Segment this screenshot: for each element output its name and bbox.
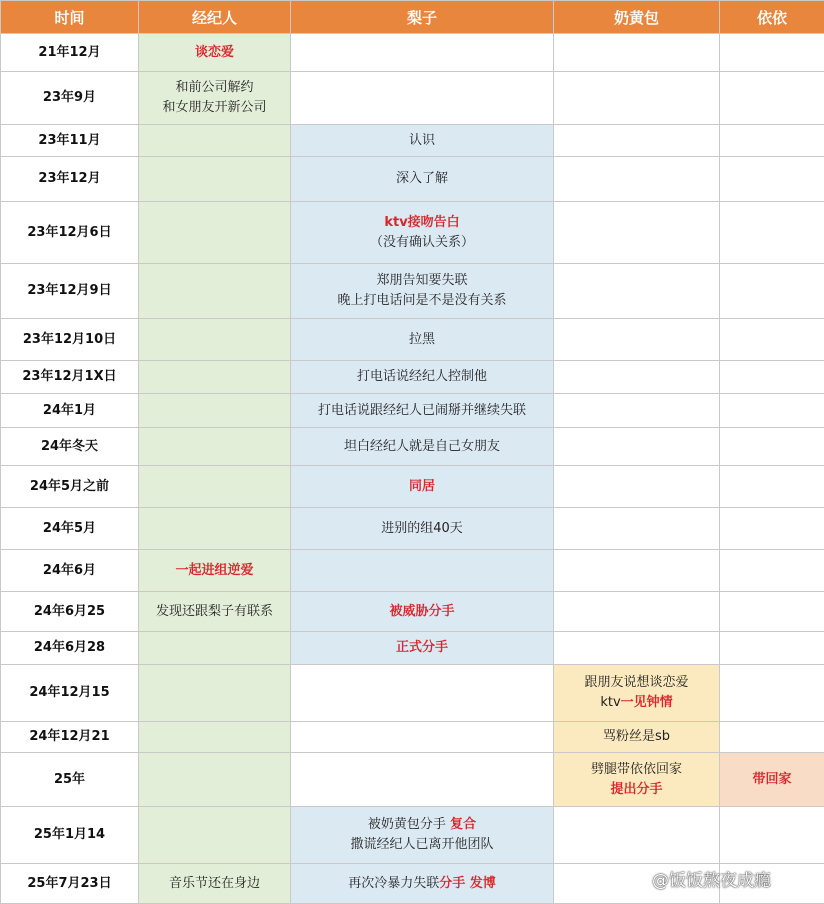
time-cell: 23年9月: [1, 72, 139, 125]
time-cell: 24年12月15: [1, 665, 139, 722]
cell-text: 音乐节还在身边: [169, 876, 260, 891]
table-row: [1, 508, 824, 550]
table-row: [1, 753, 824, 807]
cell-text: 劈腿带依依回家: [591, 762, 682, 777]
agent-cell: [139, 157, 291, 202]
lizi-cell: [291, 722, 554, 753]
watermark: @饭饭熬夜成瘾: [652, 866, 771, 891]
header-lizi: 梨子: [291, 1, 554, 34]
yiyi-cell: [720, 665, 824, 722]
cell-text: 和前公司解约: [175, 80, 253, 95]
yiyi-cell: [720, 361, 824, 394]
yiyi-cell: [720, 34, 824, 72]
yiyi-cell: [720, 550, 824, 592]
cell-text: 正式分手: [396, 640, 448, 655]
naihuangbao-cell: [554, 592, 720, 632]
cell-text: 一起进组逆爱: [175, 563, 253, 578]
table-row: [1, 632, 824, 665]
yiyi-cell: [720, 466, 824, 508]
lizi-cell: [291, 72, 554, 125]
lizi-cell: [291, 592, 554, 632]
naihuangbao-cell: [554, 264, 720, 319]
table-row: [1, 319, 824, 361]
agent-cell: [139, 202, 291, 264]
yiyi-cell: [720, 428, 824, 466]
time-cell: 23年11月: [1, 125, 139, 157]
lizi-cell: [291, 394, 554, 428]
yiyi-cell: [720, 394, 824, 428]
yiyi-cell: [720, 632, 824, 665]
cell-text: ktv: [600, 695, 620, 710]
header-row: [1, 1, 824, 34]
lizi-cell: [291, 508, 554, 550]
table-row: [1, 665, 824, 722]
cell-text: 再次冷暴力失联: [348, 876, 439, 891]
table-row: [1, 157, 824, 202]
cell-text: 发现还跟梨子有联系: [156, 604, 273, 619]
cell-text: 被威胁分手: [389, 604, 454, 619]
cell-text: 晚上打电话问是不是没有关系: [337, 293, 506, 308]
cell-text: 打电话说经纪人控制他: [357, 369, 487, 384]
cell-text: 带回家: [752, 772, 791, 787]
agent-cell: [139, 125, 291, 157]
agent-cell: [139, 466, 291, 508]
table-row: [1, 466, 824, 508]
yiyi-cell: [720, 202, 824, 264]
time-cell: 23年12月6日: [1, 202, 139, 264]
time-cell: 24年6月28: [1, 632, 139, 665]
time-cell: 25年1月14: [1, 807, 139, 864]
time-cell: 24年12月21: [1, 722, 139, 753]
lizi-cell: [291, 466, 554, 508]
cell-text: 打电话说跟经纪人已闹掰并继续失联: [318, 403, 526, 418]
cell-text: 深入了解: [396, 171, 448, 186]
cell-text: 坦白经纪人就是自己女朋友: [344, 439, 500, 454]
lizi-cell: [291, 319, 554, 361]
time-cell: 23年12月9日: [1, 264, 139, 319]
cell-text: 谈恋爱: [195, 45, 234, 60]
naihuangbao-cell: [554, 202, 720, 264]
cell-text: 认识: [409, 133, 435, 148]
time-cell: 21年12月: [1, 34, 139, 72]
table-row: [1, 34, 824, 72]
agent-cell: [139, 264, 291, 319]
yiyi-cell: [720, 264, 824, 319]
yiyi-cell: [720, 592, 824, 632]
naihuangbao-cell: [554, 319, 720, 361]
naihuangbao-cell: [554, 508, 720, 550]
agent-cell: [139, 550, 291, 592]
naihuangbao-cell: [554, 753, 720, 807]
naihuangbao-cell: [554, 466, 720, 508]
yiyi-cell: [720, 753, 824, 807]
naihuangbao-cell: [554, 428, 720, 466]
agent-cell: [139, 428, 291, 466]
lizi-cell: [291, 632, 554, 665]
cell-text: 拉黑: [409, 332, 435, 347]
yiyi-cell: [720, 807, 824, 864]
time-cell: 25年: [1, 753, 139, 807]
agent-cell: [139, 319, 291, 361]
table-row: [1, 428, 824, 466]
agent-cell: [139, 665, 291, 722]
time-cell: 24年冬天: [1, 428, 139, 466]
naihuangbao-cell: [554, 807, 720, 864]
naihuangbao-cell: [554, 361, 720, 394]
cell-text: 撒谎经纪人已离开他团队: [350, 837, 493, 852]
yiyi-cell: [720, 72, 824, 125]
naihuangbao-cell: [554, 157, 720, 202]
naihuangbao-cell: [554, 394, 720, 428]
cell-text: 一见钟情: [621, 695, 673, 710]
table-row: [1, 202, 824, 264]
lizi-cell: [291, 125, 554, 157]
header-naihuangbao: 奶黄包: [554, 1, 720, 34]
cell-text: 同居: [409, 479, 435, 494]
table-row: [1, 361, 824, 394]
cell-text: 骂粉丝是sb: [603, 729, 670, 744]
header-agent: 经纪人: [139, 1, 291, 34]
table-row: [1, 394, 824, 428]
agent-cell: [139, 394, 291, 428]
cell-text: 和女朋友开新公司: [162, 100, 266, 115]
naihuangbao-cell: [554, 722, 720, 753]
naihuangbao-cell: [554, 72, 720, 125]
lizi-cell: [291, 361, 554, 394]
table-row: [1, 722, 824, 753]
cell-text: 分手 发博: [439, 876, 496, 891]
time-cell: 23年12月10日: [1, 319, 139, 361]
yiyi-cell: [720, 722, 824, 753]
naihuangbao-cell: [554, 34, 720, 72]
lizi-cell: [291, 34, 554, 72]
header-time: 时间: [1, 1, 139, 34]
cell-text: 进别的组40天: [381, 521, 463, 536]
table-row: [1, 264, 824, 319]
yiyi-cell: [720, 125, 824, 157]
time-cell: 24年5月之前: [1, 466, 139, 508]
header-yiyi: 依依: [720, 1, 824, 34]
agent-cell: [139, 361, 291, 394]
time-cell: 24年5月: [1, 508, 139, 550]
yiyi-cell: [720, 508, 824, 550]
table-row: [1, 592, 824, 632]
lizi-cell: [291, 665, 554, 722]
agent-cell: [139, 632, 291, 665]
time-cell: 24年1月: [1, 394, 139, 428]
agent-cell: [139, 72, 291, 125]
table-row: [1, 72, 824, 125]
time-cell: 24年6月: [1, 550, 139, 592]
lizi-cell: [291, 264, 554, 319]
agent-cell: [139, 592, 291, 632]
time-cell: 23年12月1X日: [1, 361, 139, 394]
naihuangbao-cell: [554, 125, 720, 157]
time-cell: 24年6月25: [1, 592, 139, 632]
lizi-cell: [291, 753, 554, 807]
naihuangbao-cell: [554, 632, 720, 665]
cell-text: ktv接吻告白: [384, 215, 459, 230]
agent-cell: [139, 753, 291, 807]
cell-text: 复合: [450, 817, 476, 832]
lizi-cell: [291, 157, 554, 202]
cell-text: 跟朋友说想谈恋爱: [584, 675, 688, 690]
yiyi-cell: [720, 319, 824, 361]
lizi-cell: [291, 807, 554, 864]
table-row: [1, 125, 824, 157]
agent-cell: [139, 722, 291, 753]
naihuangbao-cell: [554, 665, 720, 722]
lizi-cell: [291, 550, 554, 592]
time-cell: 25年7月23日: [1, 864, 139, 904]
agent-cell: [139, 34, 291, 72]
yiyi-cell: [720, 157, 824, 202]
naihuangbao-cell: [554, 550, 720, 592]
lizi-cell: [291, 428, 554, 466]
table-row: [1, 550, 824, 592]
agent-cell: [139, 508, 291, 550]
table-row: [1, 807, 824, 864]
cell-text: 郑朋告知要失联: [376, 273, 467, 288]
cell-text: （没有确认关系）: [370, 235, 474, 250]
lizi-cell: [291, 202, 554, 264]
cell-text: 提出分手: [610, 782, 662, 797]
cell-text: 被奶黄包分手: [368, 817, 450, 832]
time-cell: 23年12月: [1, 157, 139, 202]
agent-cell: [139, 807, 291, 864]
